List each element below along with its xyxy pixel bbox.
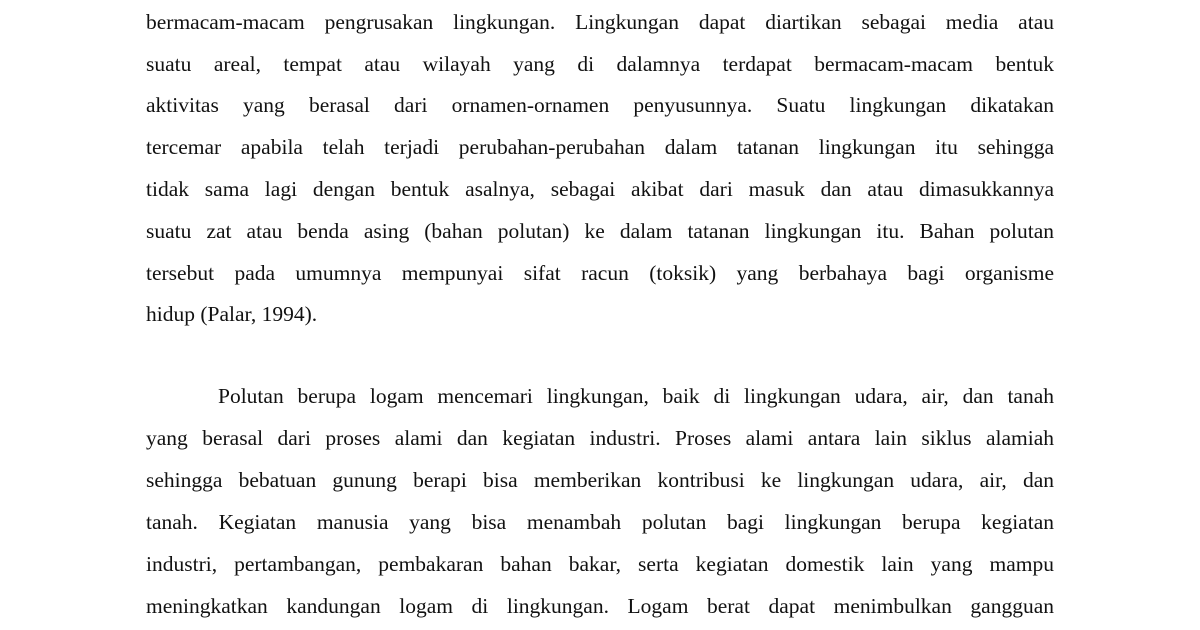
text-line: aktivitas yang berasal dari ornamen-ornamen penyusunnya. Suatu lingkungan dikatakan (146, 93, 1054, 117)
text-line: tersebut pada umumnya mempunyai sifat racun (toksik) yang berbahaya bagi organisme (146, 261, 1054, 285)
text-line: suatu zat atau benda asing (bahan polutan) ke dalam tatanan lingkungan itu. Bahan polutan (146, 219, 1054, 243)
text-line: tercemar apabila telah terjadi perubahan-perubahan dalam tatanan lingkungan itu sehingga (146, 135, 1054, 159)
text-line: tanah. Kegiatan manusia yang bisa menambah polutan bagi lingkungan berupa kegiatan (146, 510, 1054, 534)
text-line: tidak sama lagi dengan bentuk asalnya, sebagai akibat dari masuk dan atau dimasukkannya (146, 177, 1054, 201)
text-line: sehingga bebatuan gunung berapi bisa memberikan kontribusi ke lingkungan udara, air, dan (146, 468, 1054, 492)
text-line: meningkatkan kandungan logam di lingkungan. Logam berat dapat menimbulkan gangguan (146, 594, 1054, 618)
text-line: Polutan berupa logam mencemari lingkungan, baik di lingkungan udara, air, dan tanah (218, 384, 1054, 408)
text-line: yang berasal dari proses alami dan kegiatan industri. Proses alami antara lain siklus alamiah (146, 426, 1054, 450)
text-line: bermacam-macam pengrusakan lingkungan. Lingkungan dapat diartikan sebagai media atau (146, 10, 1054, 34)
text-line: hidup (Palar, 1994). (146, 302, 318, 326)
text-line: industri, pertambangan, pembakaran bahan bakar, serta kegiatan domestik lain yang mampu (146, 552, 1054, 576)
text-line: suatu areal, tempat atau wilayah yang di dalamnya terdapat bermacam-macam bentuk (146, 52, 1054, 76)
